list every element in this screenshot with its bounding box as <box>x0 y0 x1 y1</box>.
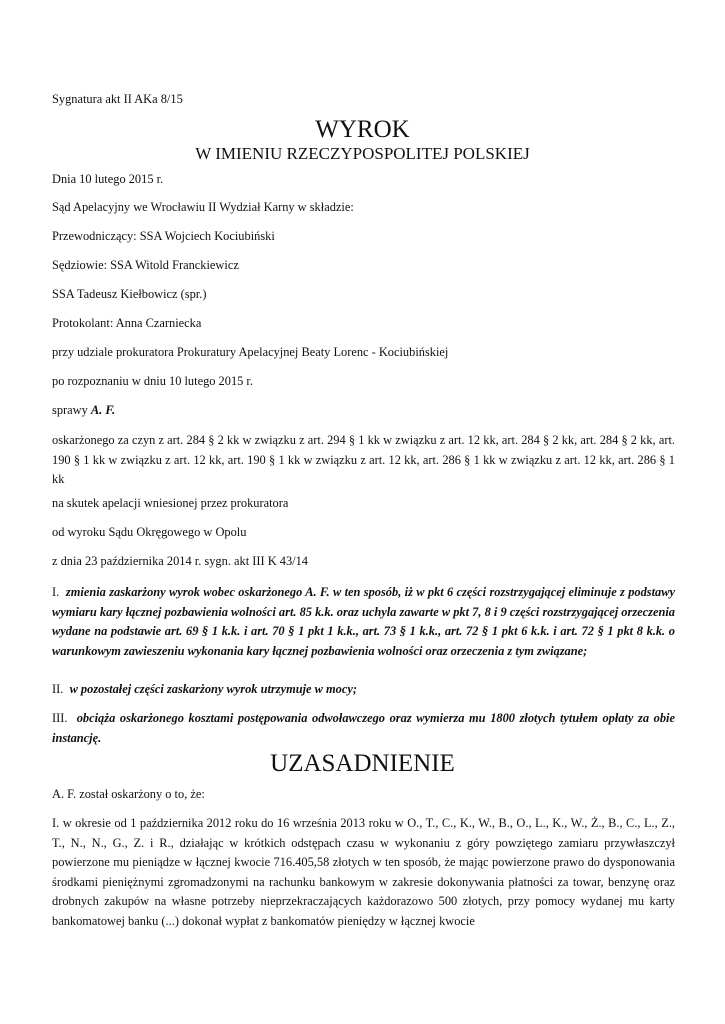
ruling-point-3 <box>52 709 675 748</box>
count-1-paragraph: I. w okresie od 1 października 2012 roku do 16 września 2013 roku w O., T., C., K., W., B., O., L., K., W., Ż., B., C., L., Z., T., N., N., G., Z. i R., działając w krótkich odstępach czasu w wykonaniu z góry powziętego zamiaru przywłaszczył powierzone mu pieniądze w łącznej kwocie 716.405,58 złotych w ten sposób, że mając powierzone prawo do dysponowania środkami pieniężnymi zgromadzonymi na rachunku bankowym w zakresie dokonywania płatności za towar, benzynę oraz drobnych zakupów na własne potrzeby nieprzekraczających każdorazowo 500 złotych, przy pomocy wydanej mu karty bankomatowej banku (...) dokonał wypłat z bankomatów pieniędzy w łącznej kwocie <box>52 816 675 928</box>
prosecutor-line: przy udziale prokuratora Prokuratury Apelacyjnej Beaty Lorenc - Kociubińskiej <box>52 345 449 359</box>
court-composition: Sąd Apelacyjny we Wrocławiu II Wydział Karny w składzie: <box>52 200 354 214</box>
ruling-point-1 <box>52 583 675 661</box>
case-prefix: sprawy <box>52 403 91 417</box>
ruling-point-number: I. <box>52 585 60 599</box>
court-clerk: Protokolant: Anna Czarniecka <box>52 316 202 330</box>
accused-intro: A. F. został oskarżony o to, że: <box>52 787 205 801</box>
document-title: WYROK <box>315 116 410 143</box>
reasons-heading: UZASADNIENIE <box>270 750 455 777</box>
ruling-point-2 <box>52 680 675 700</box>
ruling-point-number: II. <box>52 682 64 696</box>
document-subtitle: W IMIENIU RZECZYPOSPOLITEJ POLSKIEJ <box>195 144 530 163</box>
ruling-point-text: zmienia zaskarżony wyrok wobec oskarżonego A. F. w ten sposób, iż w pkt 6 części rozstrzygającej eliminuje z podstawy wymiaru kary łącznej pozbawienia wolności art. 85 k.k. oraz uchyla zawarte w pkt 7, 8 i 9 części rozstrzygającej orzeczenia wydane na podstawie art. 69 § 1 k.k. i art. 70 § 1 pkt 1 k.k., art. 73 § 1 k.k., art. 72 § 1 pkt 6 k.k. i art. 72 § 1 pkt 8 k.k. o warunkowym zawieszeniu wykonania kary łącznej pozbawienia wolności oraz orzeczenia z tym związane; <box>52 585 675 658</box>
judges: Sędziowie: SSA Witold Franckiewicz <box>52 258 239 272</box>
lower-court-date: z dnia 23 października 2014 r. sygn. akt III K 43/14 <box>52 554 309 568</box>
ruling-point-text: w pozostałej części zaskarżony wyrok utrzymuje w mocy; <box>69 682 357 696</box>
ruling-point-number: III. <box>52 711 68 725</box>
appeal-line: na skutek apelacji wniesionej przez prokuratora <box>52 496 289 510</box>
hearing-date: po rozpoznaniu w dniu 10 lutego 2015 r. <box>52 374 253 388</box>
case-line <box>52 401 675 421</box>
defendant-name: A. F. <box>90 403 116 417</box>
judge-rapporteur: SSA Tadeusz Kiełbowicz (spr.) <box>52 287 207 301</box>
charges-paragraph: oskarżonego za czyn z art. 284 § 2 kk w związku z art. 294 § 1 kk w związku z art. 12 kk, art. 284 § 2 kk, art. 284 § 2 kk, art. 190 § 1 kk w związku z art. 12 kk, art. 190 § 1 kk w związku z art. 12 kk, art. 286 § 1 kk w związku z art. 12 kk, art. 286 § 1 kk <box>52 433 675 486</box>
lower-court-line: od wyroku Sądu Okręgowego w Opolu <box>52 525 247 539</box>
case-signature: Sygnatura akt II AKa 8/15 <box>52 92 183 106</box>
judgment-date: Dnia 10 lutego 2015 r. <box>52 172 164 186</box>
ruling-point-text: obciąża oskarżonego kosztami postępowania odwoławczego oraz wymierza mu 1800 złotych tytułem opłaty za obie instancję. <box>52 711 675 745</box>
presiding-judge: Przewodniczący: SSA Wojciech Kociubiński <box>52 229 275 243</box>
